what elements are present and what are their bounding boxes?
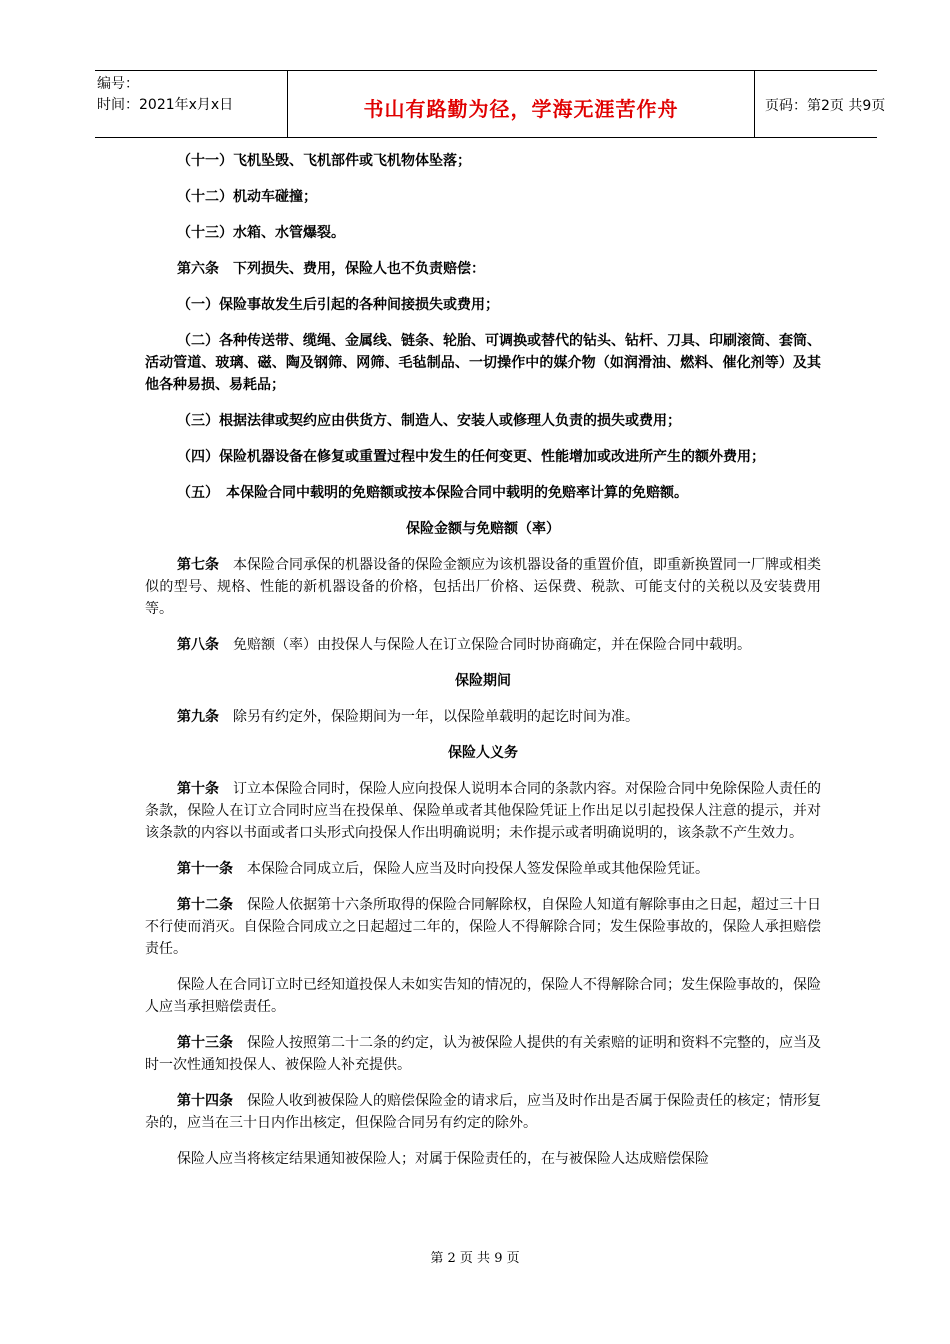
article-paragraph [145, 1090, 821, 1134]
section-heading: 保险期间 [455, 673, 511, 689]
article-paragraph [145, 634, 821, 656]
page-footer: 第 2 页 共 9 页 [430, 1251, 520, 1266]
clause-item: （三）根据法律或契约应由供货方、制造人、安装人或修理人负责的损失或费用； [177, 413, 681, 429]
article-paragraph [145, 858, 821, 880]
clause-item: 第六条 下列损失、费用，保险人也不负责赔偿： [177, 261, 485, 277]
article-text: 本保险合同承保的机器设备的保险金额应为该机器设备的重置价值，即重新换置同一厂牌或相类似的型号、规格、性能的新机器设备的价格，包括出厂价格、运保费、税款、可能支付的关税以及安装费用等。 [145, 557, 821, 617]
article-text: 保险人按照第二十二条的约定，认为被保险人提供的有关索赔的证明和资料不完整的，应当及时一次性通知投保人、被保险人补充提供。 [145, 1035, 821, 1073]
clause-item: （四）保险机器设备在修复或重置过程中发生的任何变更、性能增加或改进所产生的额外费用； [177, 449, 765, 465]
article-number: 第九条 [177, 709, 219, 725]
article-number: 第八条 [177, 637, 219, 653]
article-text: 订立本保险合同时，保险人应向投保人说明本合同的条款内容。对保险合同中免除保险人责任的条款，保险人在订立合同时应当在投保单、保险单或者其他保险凭证上作出足以引起投保人注意的提示，并对该条款的内容以书面或者口头形式向投保人作出明确说明；未作提示或者明确说明的，该条款不产生效力。 [145, 781, 821, 841]
clause-item: （五） 本保险合同中载明的免赔额或按本保险合同中载明的免赔率计算的免赔额。 [177, 485, 688, 501]
article-paragraph [145, 894, 821, 960]
article-number: 第十四条 [177, 1093, 233, 1109]
clause-item: （十三）水箱、水管爆裂。 [177, 225, 345, 241]
number-label: 编号： [97, 76, 139, 92]
page-header [95, 70, 886, 138]
section-heading: 保险金额与免赔额（率） [406, 521, 560, 537]
article-number: 第七条 [177, 557, 219, 573]
article-number: 第十二条 [177, 897, 233, 913]
article-text: 保险人依据第十六条所取得的保险合同解除权，自保险人知道有解除事由之日起，超过三十日不行使而消灭。自保险合同成立之日起超过二年的，保险人不得解除合同；发生保险事故的，保险人承担赔偿责任。 [145, 897, 821, 957]
plain-paragraph: 保险人在合同订立时已经知道投保人未如实告知的情况的，保险人不得解除合同；发生保险事故的，保险人应当承担赔偿责任。 [145, 977, 821, 1015]
section-heading: 保险人义务 [448, 745, 518, 761]
article-paragraph [145, 1032, 821, 1076]
article-paragraph [145, 778, 821, 844]
article-text: 本保险合同成立后，保险人应当及时向投保人签发保险单或其他保险凭证。 [247, 861, 709, 877]
header-left-cell [95, 71, 287, 137]
article-text: 免赔额（率）由投保人与保险人在订立保险合同时协商确定，并在保险合同中载明。 [233, 637, 751, 653]
article-paragraph [145, 706, 821, 728]
article-text: 除另有约定外，保险期间为一年，以保险单载明的起讫时间为准。 [233, 709, 639, 725]
header-page-label: 页码：第2页 共9页 [765, 98, 886, 114]
clause-item: （二）各种传送带、缆绳、金属线、链条、轮胎、可调换或替代的钻头、钻杆、刀具、印刷滚筒、套筒、活动管道、玻璃、磁、陶及钢筛、网筛、毛毡制品、一切操作中的媒介物（如润滑油、燃料、催化剂等）及其他各种易损、易耗品； [145, 333, 821, 393]
header-motto-cell [287, 71, 755, 137]
motto-text: 书山有路勤为径，学海无涯苦作舟 [363, 97, 679, 121]
clause-item: （十一）飞机坠毁、飞机部件或飞机物体坠落； [177, 153, 471, 169]
time-label: 时间：2021年x月x日 [97, 97, 234, 113]
clause-item: （十二）机动车碰撞； [177, 189, 317, 205]
article-text: 保险人收到被保险人的赔偿保险金的请求后，应当及时作出是否属于保险责任的核定；情形复杂的，应当在三十日内作出核定，但保险合同另有约定的除外。 [145, 1093, 821, 1131]
clause-item: （一）保险事故发生后引起的各种间接损失或费用； [177, 297, 499, 313]
document-body [145, 150, 821, 1184]
article-number: 第十条 [177, 781, 219, 797]
plain-paragraph: 保险人应当将核定结果通知被保险人；对属于保险责任的，在与被保险人达成赔偿保险 [177, 1151, 709, 1167]
article-paragraph [145, 554, 821, 620]
article-number: 第十一条 [177, 861, 233, 877]
article-number: 第十三条 [177, 1035, 233, 1051]
header-page-cell [755, 71, 886, 137]
